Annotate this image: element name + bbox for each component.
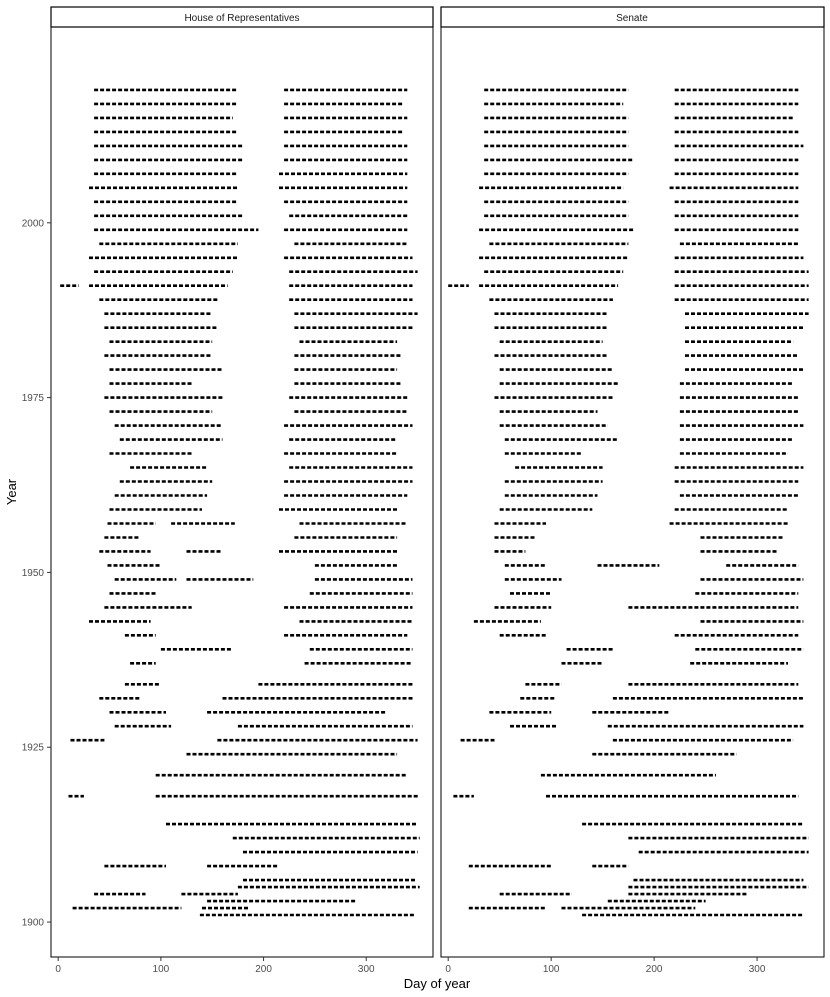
- x-tick-label: 300: [357, 964, 375, 975]
- y-axis-title: Year: [4, 478, 19, 506]
- y-tick-label: 1925: [21, 742, 44, 754]
- x-tick-label: 0: [445, 964, 451, 975]
- x-tick-label: 100: [152, 964, 170, 975]
- x-tick-label: 100: [542, 964, 560, 975]
- panel-senate: [441, 7, 824, 957]
- x-tick-label: 300: [748, 964, 766, 975]
- x-axis-title: Day of year: [403, 976, 471, 991]
- marks-senate: [448, 90, 808, 915]
- y-tick-label: 1975: [21, 393, 44, 405]
- x-tick-label: 200: [255, 964, 272, 975]
- y-tick-label: 1950: [21, 567, 44, 579]
- x-ticks: [55, 957, 765, 975]
- strip-label-house: House of Representatives: [184, 13, 300, 24]
- panel-house: [51, 7, 433, 957]
- x-tick-label: 0: [55, 964, 61, 975]
- panel-frame-senate: [441, 27, 824, 957]
- panel-frame-house: [51, 27, 433, 957]
- y-tick-label: 1900: [21, 917, 44, 929]
- marks-house: [60, 90, 420, 915]
- x-tick-label: 200: [645, 964, 663, 975]
- strip-label-senate: Senate: [616, 13, 648, 24]
- y-ticks: [22, 218, 51, 928]
- y-tick-label: 2000: [21, 218, 44, 230]
